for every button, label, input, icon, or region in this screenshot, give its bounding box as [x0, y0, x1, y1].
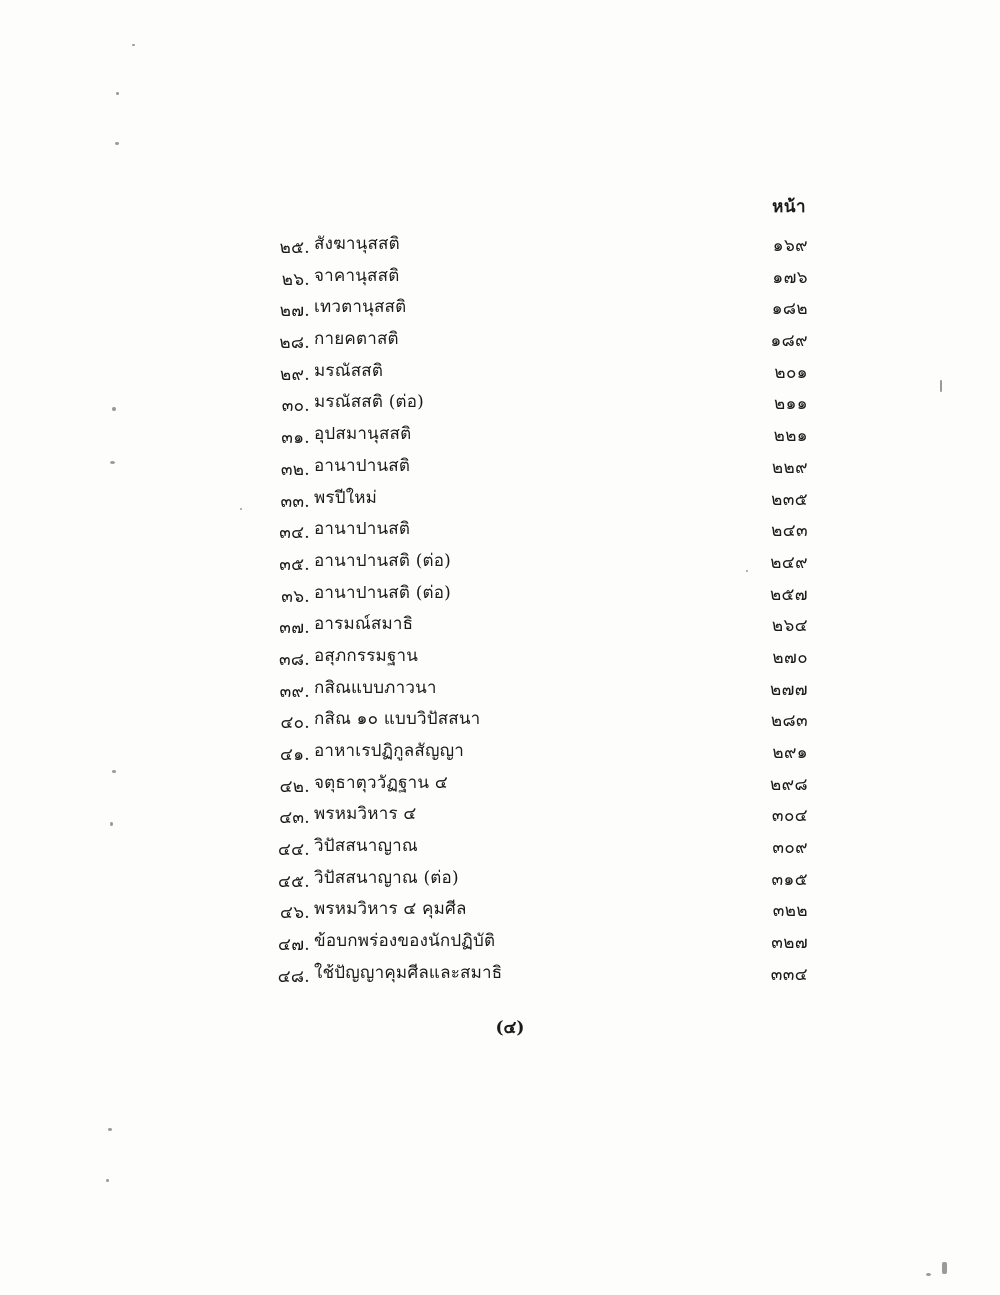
toc-entry-title: มรณัสสติ	[314, 360, 384, 381]
toc-entry-title: อสุภกรรมฐาน	[314, 645, 419, 666]
toc-entry-number: ๔๑.	[280, 745, 310, 765]
toc-entry-number: ๓๗.	[279, 618, 310, 639]
toc-entry-number: ๔๒.	[279, 776, 310, 797]
toc-entry-page: ๒๔๓	[771, 521, 808, 542]
toc-entry-page: ๓๓๔	[770, 964, 808, 985]
toc-entry	[262, 264, 808, 296]
toc-entry-title: อาหาเรปฏิกูลสัญญา	[314, 741, 465, 761]
scan-speck	[940, 380, 942, 392]
toc-entry	[262, 390, 808, 422]
scan-speck	[926, 1273, 931, 1276]
toc-entry-number: ๒๗.	[279, 301, 310, 322]
toc-entry	[262, 644, 808, 676]
scan-speck	[110, 461, 115, 464]
page-column-header: หน้า	[772, 197, 806, 217]
toc-entry-title: วิปัสสนาญาณ	[314, 836, 418, 857]
scan-speck	[108, 1128, 112, 1131]
toc-entry-number: ๓๘.	[278, 649, 310, 670]
toc-entry	[262, 866, 808, 898]
toc-entry-page: ๒๒๑	[773, 426, 808, 447]
toc-entry-page: ๓๐๙	[772, 838, 808, 859]
toc-entry	[262, 612, 808, 644]
scan-speck	[746, 570, 748, 572]
toc-entry-title: อารมณ์สมาธิ	[314, 614, 414, 635]
scan-speck	[112, 407, 116, 411]
toc-entry-page: ๒๙๑	[772, 743, 808, 763]
toc-entry-page: ๒๔๙	[770, 552, 808, 573]
toc-entry-number: ๔๔.	[277, 840, 310, 861]
toc-entry	[262, 739, 808, 771]
toc-entry-title: วิปัสสนาญาณ (ต่อ)	[314, 867, 459, 888]
toc-entry-title: กายคตาสติ	[314, 329, 399, 350]
toc-entry-page: ๑๘๙	[770, 331, 808, 352]
toc-entry	[262, 486, 808, 518]
toc-entry-title: พรหมวิหาร ๔ คุมศีล	[314, 899, 467, 920]
toc-entry	[262, 961, 808, 993]
toc-entry-page: ๑๖๙	[772, 236, 808, 256]
toc-entry-number: ๓๐.	[281, 396, 310, 417]
toc-entry-page: ๓๐๔	[771, 806, 808, 827]
toc-entry-number: ๓๔.	[279, 523, 310, 544]
toc-entry	[262, 834, 808, 866]
toc-entry	[262, 327, 808, 359]
toc-entry-number: ๔๕.	[277, 871, 310, 892]
toc-entry	[262, 897, 808, 929]
scan-speck	[240, 508, 242, 510]
toc-entry	[262, 295, 808, 327]
toc-entry-page: ๓๑๕	[771, 869, 808, 890]
toc-entry-number: ๔๖.	[280, 903, 310, 924]
toc-entry-number: ๒๘.	[279, 333, 310, 354]
toc-entry-number: ๓๒.	[280, 459, 310, 480]
toc-entry-page: ๓๒๗	[771, 933, 808, 954]
toc-entry-number: ๔๓.	[279, 808, 310, 829]
toc-entry-title: อานาปานสติ	[314, 455, 411, 476]
toc-entry-number: ๓๕.	[279, 554, 310, 575]
page-number: (๔)	[495, 1018, 525, 1038]
toc-entry-page: ๑๘๒	[771, 299, 808, 320]
toc-entry-page: ๒๘๓	[770, 711, 808, 732]
toc-entry	[262, 359, 808, 391]
toc-entry-title: จตุธาตุววัฏฐาน ๔	[314, 772, 448, 793]
toc-entry	[262, 454, 808, 486]
toc-entry-number: ๒๙.	[280, 364, 310, 385]
toc-entry-page: ๒๒๙	[771, 457, 808, 478]
scan-speck	[112, 770, 116, 773]
toc-entry-title: กสิณแบบภาวนา	[314, 677, 437, 698]
toc-entry-page: ๒๕๗	[769, 584, 808, 605]
toc-entry-number: ๒๖.	[281, 269, 310, 290]
table-of-contents	[262, 232, 808, 993]
toc-entry-page: ๒๖๔	[771, 616, 808, 637]
toc-entry-title: มรณัสสติ (ต่อ)	[314, 392, 425, 413]
toc-entry-title: อานาปานสติ (ต่อ)	[314, 550, 452, 571]
toc-entry-title: อานาปานสติ	[314, 519, 411, 540]
toc-entry-title: ข้อบกพร่องของนักปฏิบัติ	[314, 931, 496, 952]
toc-entry-title: สังฆานุสสติ	[314, 234, 400, 254]
toc-entry-title: ใช้ปัญญาคุมศีลและสมาธิ	[314, 962, 503, 983]
toc-entry	[262, 929, 808, 961]
toc-entry-number: ๓๓.	[280, 491, 310, 512]
toc-entry-number: ๓๙.	[279, 681, 310, 702]
toc-entry-title: พรปีใหม่	[314, 487, 378, 508]
toc-entry-title: พรหมวิหาร ๔	[314, 804, 417, 825]
toc-entry	[262, 581, 808, 613]
toc-entry-page: ๒๑๑	[774, 394, 808, 415]
scan-speck	[115, 142, 119, 145]
scan-speck	[106, 1179, 109, 1182]
toc-entry	[262, 517, 808, 549]
toc-entry-page: ๒๗๐	[772, 647, 808, 668]
toc-entry-number: ๓๑.	[281, 428, 310, 449]
toc-entry-page: ๒๗๗	[770, 679, 808, 700]
toc-entry-page: ๒๐๑	[774, 362, 808, 383]
toc-entry-number: ๔๗.	[278, 935, 310, 956]
toc-entry-title: กสิณ ๑๐ แบบวิปัสสนา	[314, 709, 481, 730]
scan-speck	[116, 92, 119, 95]
toc-entry-number: ๔๘.	[277, 966, 310, 987]
scan-speck	[132, 44, 135, 46]
toc-entry-number: ๓๖.	[281, 586, 310, 607]
toc-entry-number: ๔๐.	[280, 713, 310, 734]
scan-speck	[942, 1262, 947, 1274]
toc-entry	[262, 802, 808, 834]
toc-entry-page: ๒๓๕	[771, 489, 808, 510]
toc-entry-title: จาคานุสสติ	[314, 265, 400, 286]
toc-entry	[262, 771, 808, 803]
toc-entry	[262, 232, 808, 264]
toc-entry	[262, 549, 808, 581]
toc-entry	[262, 676, 808, 708]
toc-entry	[262, 707, 808, 739]
toc-entry-number: ๒๕.	[279, 238, 310, 258]
toc-entry-title: อานาปานสติ (ต่อ)	[314, 582, 452, 603]
toc-entry-page: ๒๙๘	[770, 774, 808, 795]
scan-speck	[110, 822, 113, 826]
toc-entry	[262, 422, 808, 454]
toc-entry-title: อุปสมานุสสติ	[314, 424, 412, 445]
toc-entry-title: เทวตานุสสติ	[314, 297, 407, 318]
toc-entry-page: ๑๗๖	[772, 267, 808, 288]
toc-entry-page: ๓๒๒	[772, 901, 808, 922]
